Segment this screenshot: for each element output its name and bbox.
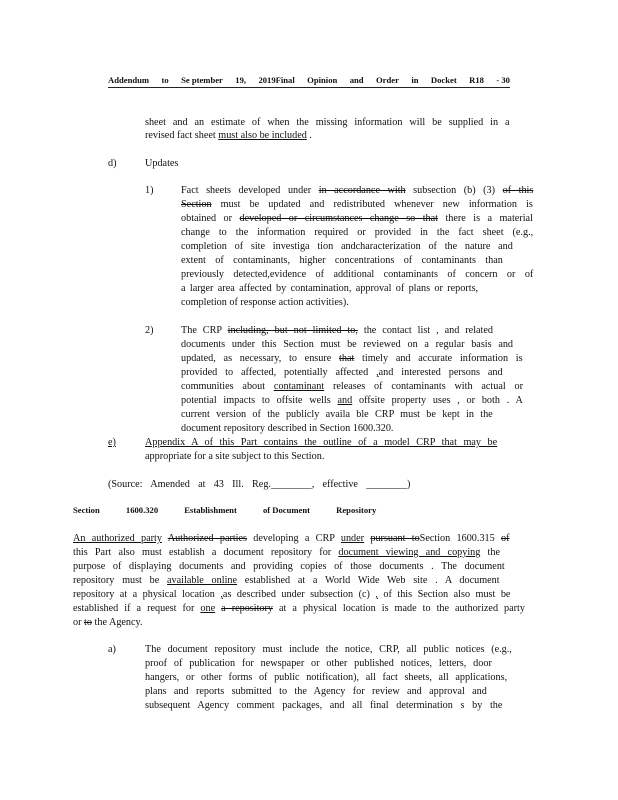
text-run: obtained or xyxy=(181,213,240,224)
inserted-text: and xyxy=(337,395,353,406)
deleted-text: to xyxy=(84,617,92,628)
inserted-text: available online xyxy=(167,575,238,586)
text-run: 1) xyxy=(145,185,154,196)
text-run: repository must be xyxy=(73,575,168,586)
inserted-text: document viewing and copying xyxy=(338,547,481,558)
inserted-text: Appendix A of this Part contains the outline of a model CRP that may be xyxy=(145,437,498,448)
text-run: change to the information required or provided in the fact sheet (e.g., xyxy=(181,227,534,238)
inserted-text: , xyxy=(220,589,223,600)
text-line xyxy=(73,547,500,559)
deleted-text: of this xyxy=(502,185,534,196)
text-run: . xyxy=(306,130,312,141)
text-run: purpose of displaying documents and providing copies of those documents . The document xyxy=(73,561,505,572)
text-line xyxy=(145,644,512,656)
text-line xyxy=(181,353,523,365)
text-line xyxy=(145,325,154,337)
text-line xyxy=(181,409,493,421)
text-run: must be updated and redistributed whenever new information is xyxy=(211,199,533,210)
text-run: as described under subsection (c) xyxy=(222,589,376,600)
text-line xyxy=(73,603,525,615)
text-line xyxy=(145,117,510,129)
header-word: in xyxy=(411,75,419,85)
text-run: the contact list , and related xyxy=(357,325,493,336)
text-line xyxy=(181,255,503,267)
text-line xyxy=(181,269,533,281)
text-run: sheet and an estimate of when the missing information will be supplied in a xyxy=(145,117,510,128)
text-run: completion of site investiga tion andcharacterization of the nature and xyxy=(181,241,513,252)
text-line xyxy=(181,297,349,309)
header-word: to xyxy=(161,75,169,85)
inserted-text: one xyxy=(200,603,216,614)
header-word: 19, xyxy=(235,75,247,85)
text-run: Updates xyxy=(145,158,179,169)
text-line xyxy=(145,185,154,197)
inserted-text: , xyxy=(376,367,379,378)
deleted-text: of xyxy=(501,533,510,544)
deleted-text: Authorized parties xyxy=(167,533,247,544)
text-run: document repository described in Section 1600.320. xyxy=(181,423,394,434)
text-line xyxy=(73,533,510,545)
text-run: d) xyxy=(108,158,117,169)
text-line xyxy=(108,437,116,449)
text-line xyxy=(181,423,393,435)
text-line xyxy=(145,686,487,698)
text-line xyxy=(181,395,523,407)
text-run: (Source: Amended at 43 Ill. Reg.________, effective ________) xyxy=(108,479,411,490)
text-run: and interested persons and xyxy=(378,367,503,378)
text-line xyxy=(145,451,324,463)
section-label: Section xyxy=(73,505,100,515)
inserted-text: , xyxy=(375,589,378,600)
inserted-text: under xyxy=(340,533,365,544)
text-line xyxy=(73,617,143,629)
text-line xyxy=(145,658,492,670)
text-line xyxy=(73,589,510,601)
text-run: current version of the publicly availa ble CRP must be kept in the xyxy=(181,409,493,420)
section-title-part: Establishment xyxy=(184,505,237,515)
text-run: a) xyxy=(108,644,116,655)
text-line xyxy=(145,437,497,449)
text-run: appropriate for a site subject to this Section. xyxy=(145,451,325,462)
header-word: - 30 xyxy=(496,75,510,85)
section-heading xyxy=(73,505,400,515)
section-title-part: Repository xyxy=(336,505,377,515)
text-run: subsequent Agency comment packages, and all final determination s by the xyxy=(145,700,503,711)
text-run: timely and accurate information is xyxy=(354,353,523,364)
text-run: subsection (b) (3) xyxy=(405,185,503,196)
text-run: proof of publication for newspaper or other published notices, letters, door xyxy=(145,658,492,669)
text-line xyxy=(73,575,500,587)
text-run: Fact sheets developed under xyxy=(181,185,319,196)
text-run: previously detected,evidence of additional contaminants of concern or of xyxy=(181,269,534,280)
text-run: this Part also must establish a document repository for xyxy=(73,547,339,558)
header-rule xyxy=(108,87,510,88)
inserted-text: An authorized party xyxy=(73,533,162,544)
deleted-text: in accordance with xyxy=(318,185,406,196)
text-run: the xyxy=(480,547,500,558)
text-line xyxy=(181,325,493,337)
text-line xyxy=(181,185,533,197)
text-run: offsite property uses , or both . A xyxy=(352,395,523,406)
text-run: provided to affected, potentially affected xyxy=(181,367,377,378)
header-word: Addendum xyxy=(108,75,150,85)
text-line xyxy=(181,213,533,225)
text-line xyxy=(145,700,502,712)
deleted-text: Section xyxy=(181,199,212,210)
text-line xyxy=(145,130,312,142)
text-run: updated, as necessary, to ensure xyxy=(181,353,340,364)
text-run: documents under this Section must be reviewed on a regular basis and xyxy=(181,339,514,350)
text-run: hangers, or other forms of public notification), all fact sheets, all applications, xyxy=(145,672,508,683)
text-line xyxy=(108,479,410,491)
text-run: of this Section also must be xyxy=(377,589,511,600)
text-run: extent of contaminants, higher concentrations of contaminants than xyxy=(181,255,503,266)
header-word: and xyxy=(349,75,364,85)
text-run: the Agency. xyxy=(91,617,143,628)
section-title-part: of Document xyxy=(262,505,310,515)
text-run: repository at a physical location xyxy=(73,589,221,600)
header-word: Se ptember xyxy=(181,75,223,85)
text-line xyxy=(181,283,478,295)
header-word: Order xyxy=(375,75,399,85)
text-run: 2) xyxy=(145,325,154,336)
deleted-text: including, but not limited to, xyxy=(227,325,358,336)
text-run: The document repository must include the notice, CRP, all public notices (e.g., xyxy=(145,644,512,655)
text-run: a larger area affected by contamination, approval of plans or reports, xyxy=(181,283,479,294)
text-line xyxy=(181,367,503,379)
text-run: completion of response action activities). xyxy=(181,297,349,308)
text-run: there is a material xyxy=(438,213,533,224)
text-run: Section 1600.315 xyxy=(419,533,502,544)
text-run: at a physical location is made to the authorized party xyxy=(273,603,525,614)
text-run: established if a request for xyxy=(73,603,201,614)
deleted-text: that xyxy=(339,353,355,364)
header-word: R18 xyxy=(469,75,484,85)
text-line xyxy=(108,644,116,656)
text-run: established at a World Wide Web site . A document xyxy=(237,575,500,586)
text-line xyxy=(181,199,533,211)
text-run: The CRP xyxy=(181,325,228,336)
text-run: releases of contaminants with actual or xyxy=(324,381,523,392)
page-header xyxy=(108,75,510,85)
section-number: 1600.320 xyxy=(125,505,159,515)
text-line xyxy=(73,561,505,573)
text-run: potential impacts to offsite wells xyxy=(181,395,338,406)
text-line xyxy=(108,158,117,170)
inserted-text: must also be included xyxy=(218,130,307,141)
text-run: plans and reports submitted to the Agency for review and approval and xyxy=(145,686,487,697)
deleted-text: a repository xyxy=(221,603,274,614)
text-line xyxy=(181,381,523,393)
text-run: revised fact sheet xyxy=(145,130,219,141)
deleted-text: developed or circumstances change so that xyxy=(239,213,438,224)
deleted-text: pursuant to xyxy=(370,533,420,544)
text-line xyxy=(181,339,513,351)
text-line xyxy=(181,241,513,253)
text-run: or xyxy=(73,617,85,628)
inserted-text: contaminant xyxy=(273,381,325,392)
text-line xyxy=(145,672,507,684)
header-word: Opinion xyxy=(307,75,338,85)
header-word: Docket xyxy=(430,75,457,85)
text-line xyxy=(181,227,533,239)
inserted-text: e) xyxy=(108,437,116,448)
header-word: 2019Final xyxy=(258,75,295,85)
text-run: developing a CRP xyxy=(247,533,341,544)
text-run: communities about xyxy=(181,381,274,392)
text-line xyxy=(145,158,178,170)
